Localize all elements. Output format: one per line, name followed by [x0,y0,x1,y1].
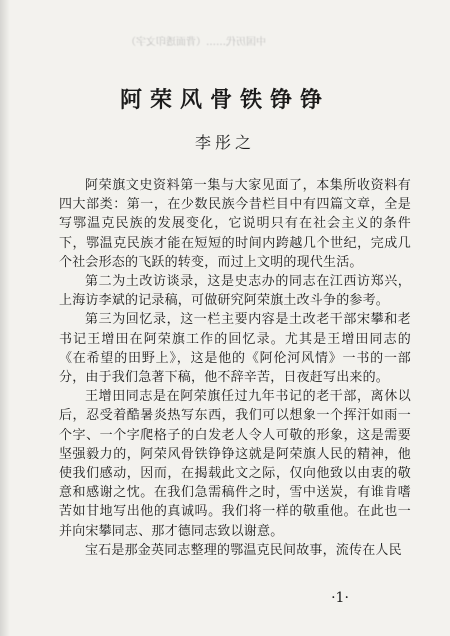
paragraph-2: 第二为土改访谈录，这是史志办的同志在江西访郑兴，上海访李斌的记录稿，可做研究阿荣旗土改斗争的参考。 [59,274,411,309]
bleed-through-text: 中国历代……（背面透印文字） [126,37,266,48]
author-name: 李彤之 [194,133,255,152]
article-body [59,176,411,560]
paragraph-3: 第三为回忆录，这一栏主要内容是土改老干部宋攀和老书记王增田在阿荣旗工作的回忆录。尤其是王增田同志的《在希望的田野上》，这是他的《阿伦河风情》一书的一部分，由于我们急著下稿，他不辞辛苦，日夜赶写出来的。 [59,312,411,386]
paragraph-1: 阿荣旗文史资料第一集与大家见面了，本集所收资料有四大部类：第一，在少数民族今昔栏目中有四篇文章，全是写鄂温克民族的发展变化，它说明只有在社会主义的条件下，鄂温克民族才能在短短的时间内跨越几个世纪，完成几个社会形态的飞跃的转变，而过上文明的现代生活。 [59,178,411,270]
paragraph-4: 王增田同志是在阿荣旗任过九年书记的老干部，离休以后，忍受着酷暑炎热写东西，我们可以想象一个挥汗如雨一个字、一个字爬格子的白发老人令人可敬的形象，这是需要坚强毅力的，阿荣风骨铁铮铮这就是阿荣旗人民的精神，他使我们感动，因而，在揭载此文之际，仅向他致以由衷的敬意和感谢之忱。在我们急需稿件之时，雪中送炭，有谁肯嗜苦如甘地写出他的真诚吗。我们将一样的敬重他。在此也一并向宋攀同志、那才德同志致以谢意。 [59,389,411,539]
paragraph-5: 宝石是那金英同志整理的鄂温克民间故事，流传在人民 [85,542,402,558]
page-number: ·1· [331,590,349,606]
page-title: 阿荣风骨铁铮铮 [119,87,330,113]
